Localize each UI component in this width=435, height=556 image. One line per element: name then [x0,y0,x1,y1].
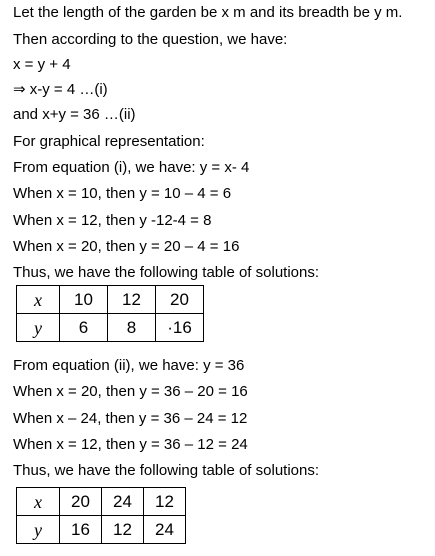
table-cell: 8 [108,314,156,342]
solution-table-2 [16,487,186,544]
table-cell: 20 [156,286,204,314]
table-row-y [17,314,204,342]
text-line-equation-ii: and x+y = 36 …(ii) [13,106,136,123]
text-line-table-intro-1: Thus, we have the following table of solutions: [13,264,320,281]
text-line-eq-i-case-1: When x = 10, then y = 10 – 4 = 6 [13,185,232,202]
text-line-eq-i-case-2: When x = 12, then y -12-4 = 8 [13,212,212,229]
table-cell: 12 [102,516,144,544]
table-cell: 10 [60,286,108,314]
text-line-table-intro-2: Thus, we have the following table of solutions: [13,462,320,479]
table-cell: 24 [102,488,144,516]
table-cell-y-label: y [17,314,60,342]
table-cell: 6 [60,314,108,342]
text-line-equation-base: x = y + 4 [13,56,71,73]
text-line-from-eq-i: From equation (i), we have: y = x- 4 [13,159,250,176]
text-line-from-eq-ii: From equation (ii), we have: y = 36 [13,357,245,374]
text-line-eq-ii-case-2: When x – 24, then y = 36 – 24 = 12 [13,410,248,427]
text-line-graphical: For graphical representation: [13,133,205,150]
text-line-eq-ii-case-1: When x = 20, then y = 36 – 20 = 16 [13,383,248,400]
table-cell-y-label: y [17,516,60,544]
table-row-x [17,488,186,516]
text-line-garden-definition: Let the length of the garden be x m and its breadth be y m. [13,4,403,21]
table-cell-x-label: x [17,488,60,516]
table-cell-x-label: x [17,286,60,314]
text-line-equation-i: ⇒ x-y = 4 …(i) [13,81,108,98]
solution-table-1 [16,285,204,342]
text-line-eq-i-case-3: When x = 20, then y = 20 – 4 = 16 [13,238,240,255]
table-cell: ·16 [156,314,204,342]
table-row-y [17,516,186,544]
table-cell: 24 [144,516,186,544]
table-cell: 16 [60,516,102,544]
table-cell: 12 [108,286,156,314]
table-row-x [17,286,204,314]
text-line-eq-ii-case-3: When x = 12, then y = 36 – 12 = 24 [13,436,248,453]
table-cell: 12 [144,488,186,516]
text-line-according: Then according to the question, we have: [13,31,288,48]
table-cell: 20 [60,488,102,516]
